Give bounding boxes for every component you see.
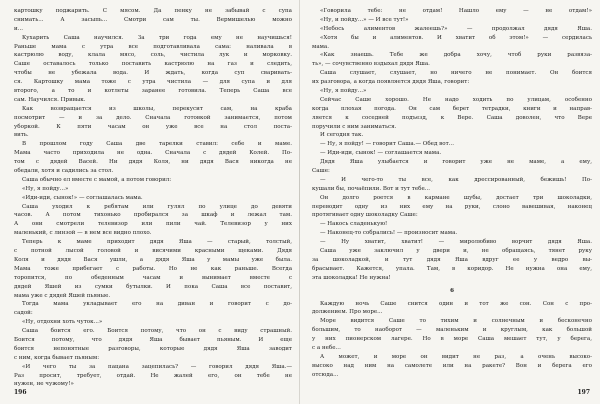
text-line: Саша обычно ел вместе с мамой, а потом говорил: (22, 176, 172, 183)
text-line: часов. А потом тихонько пробирался за шкаф и лежал там. (14, 212, 292, 219)
text-line: высоко над ним на самолете или на ракете? Вон и берега его (312, 362, 592, 369)
text-line: Мама часто приходила не одна. Сначала с дядей Колей. По- (14, 150, 292, 157)
text-line: «Говорила тебе: не отдам! Нашло ему — не отдам!» (320, 8, 592, 14)
text-line: у них пионерском лагере. Но в море Саша мешает тут, у берега, (312, 336, 592, 343)
text-line: должением. Про море... (312, 309, 383, 316)
text-line: том с дядей Васей. Ни дядя Коля, ни дядя Вася никогда не (14, 159, 292, 166)
text-line: «Ну, и пойду...» — И все тут!» (320, 16, 409, 23)
text-line: обедали, хотя и садились за стол. (14, 168, 114, 175)
text-line: с ним, когда бывает пьяным: (14, 354, 100, 361)
text-line: когда плохая погода. Он сам берет тетрадки, книги и направ- (312, 105, 592, 112)
text-line: Теперь к маме приходит дядя Яша — старый, толстый, (22, 239, 292, 246)
right-page (300, 0, 600, 404)
section-number: 6 (450, 287, 454, 294)
text-line: переводит одну из них ему на руки, слоно вавешивая, наконец (312, 203, 592, 210)
left-page-text (14, 7, 292, 389)
text-line: «Хотя бы и алиментов. И хватит об этом!» — сердилась (320, 34, 592, 41)
text-line: Раньше мама с утра все подготавливала сама: наливала в (14, 43, 292, 50)
text-line: ть», — сочувственно вздыхал дядя Яша. (312, 61, 430, 68)
text-line: сам. Научился. Привык. (14, 96, 86, 103)
text-line: В прошлом году Саша две тарелки ставил: себе и маме. (22, 141, 292, 148)
right-page-number: 197 (577, 389, 590, 396)
text-line: Мама тоже прибегает с работы. Но не как раньше. Всегда (14, 265, 292, 272)
text-line: Каждую ночь Саше снится один и тот же сон. Сон с про- (320, 300, 592, 307)
text-line: отсюда... (312, 371, 339, 378)
text-line: маленький, с линзой — в нем все видно плохо. (14, 230, 152, 237)
text-line: второго, а то и котлеты заранее готовила. Теперь Саша все (14, 88, 292, 95)
text-line: «Ну, отдохни хоть чуток...» (22, 319, 103, 326)
text-line: «Небось алиментов жалеешь?» — продолжал дядя Яша. (320, 25, 592, 32)
text-line: ся. Картошку мама тоже с утра чистила — для супа и для (14, 79, 292, 86)
text-line: «Ну, я пойду...» (22, 185, 69, 192)
text-line: протягивает одну шоколадку Саше: (312, 212, 418, 219)
text-line: вить. (14, 132, 29, 139)
text-line: с потной лысой головой и висячими красными щеками. Дядя (14, 248, 292, 255)
text-line: — Накось сладенькую! (320, 221, 388, 228)
text-line: «Иди-иди, сынок!» — соглашалась мама. (22, 194, 143, 201)
text-line: Саша уходил к ребятам или гулял по улице до девяти (22, 203, 292, 210)
text-line: А они смотрели телевизор или пили чай. Телевизор у них (14, 221, 292, 228)
text-line: «Как знаешь. Тебе же добра хочу, чтоб руки развяза- (320, 52, 592, 59)
text-line: большим, то наоборот — маленьким и круглым, как большой (312, 327, 592, 334)
text-line: — Наконец-то собрались! — произносит мама. (320, 230, 458, 237)
text-line: ляется к соседней подъезд, к Вере. Саша доволен, что Вере (312, 114, 592, 121)
text-line: Коля и дядя Вася ушли, а дядя Яша у мамы уже была. (14, 256, 292, 263)
right-page-text (312, 7, 592, 380)
text-line: с а небе... (312, 344, 341, 351)
text-line: — Ну, я пойду! — говорит Саша.— Обед вот... (320, 141, 454, 148)
text-line: торопится, по обеденным часам и вынимает вместе с (14, 274, 292, 281)
text-line: «И чего ты за пацана зацепилась? — говорил дядя Яша.— (22, 363, 292, 370)
text-line: Кухарить Саша научился. За три года ему не научишься! (22, 34, 292, 41)
text-line: И сегодня так. (320, 132, 364, 139)
text-line: Саша слушает, слушает, но ничего не понимает. Он боится (320, 70, 592, 77)
text-line: Боится потому, что дядя Яша бывает пьяным. И еще (14, 336, 292, 343)
text-line: Саше: (312, 168, 330, 175)
text-line: А может, и море он видит не раз, а очень высоко- (320, 353, 592, 360)
text-line: уборкой. К пяти часам он уже все на стол поста- (14, 123, 292, 130)
text-line: и... (14, 25, 23, 32)
text-line: дядей Яшей из сумки бутылки. И пока Саша все поставит, (14, 283, 292, 290)
text-line: Раз просит, требует, отдай. Не жалей его, он тебе не (14, 372, 292, 379)
text-line: чтобы не убежала вода. И ждать, когда суп сваривать- (14, 70, 292, 77)
text-line: Саша уже заключил у двери и, не обращаясь, тянет руку (320, 248, 592, 255)
text-line: Море видится Саше то тихим и солнечным и бесконечно (320, 318, 592, 325)
text-line: Он долго роется в кармане шубы, достает три шоколадки, (320, 194, 592, 201)
text-line: картошку поджарить. С мясом. Да пенку не забывай с супа (14, 8, 292, 14)
text-line: мама уже с дядей Яшей пьяные. (14, 292, 111, 299)
text-line: их разговора, а когда появляется дядя Яша, говорит: (312, 79, 470, 86)
text-line: Дядя Яша улыбается и говорит уже не маме, а ему, (320, 159, 592, 166)
text-line: Саша боится его. Боится потому, что он с виду страшный. (22, 328, 292, 335)
text-line: посмотрит — и за дело. Сначала готовкой занимается, потом (14, 114, 292, 121)
text-line: — Ну хватит, хватит! — миролюбиво ворчит дядя Яша. (320, 239, 592, 246)
text-line: нужен, не чужому!» (14, 381, 74, 388)
text-line: боится непонятные разговоры, которые дядя Яша заводит (14, 345, 292, 352)
text-line: Тогда мама укладывает его на диван и говорит с до- (22, 301, 292, 308)
left-page-number: 196 (14, 389, 27, 396)
text-line: Сейчас Саше хорошо. Не надо ходить по улицам, особенно (320, 96, 592, 103)
text-line: — И чего-то ты все, как дрессированный, бежишь! По- (320, 176, 592, 183)
text-line: Саше оставалось только поставить кастрюлю на газ и следить, (14, 61, 292, 68)
text-line: «Ну, я пойду...» (320, 88, 367, 95)
text-line: брасывает. Кажется, упала. Там, в коридор. Не нужна она ему, (312, 265, 592, 272)
text-line: кушали бы, почаёпили. Вот и тут тебе... (312, 185, 431, 192)
text-line: за шоколадкой, и тут дядя Яша вдруг ее у ведро вы- (312, 256, 592, 263)
text-line: садой: (14, 310, 33, 317)
text-line: мама. (312, 43, 330, 50)
text-line: эта шоколадка! Не нужна! (312, 274, 391, 281)
text-line: Как возвращается из школы, перекусит сам, на краба (22, 105, 292, 112)
text-line: поручили с ним заниматься. (312, 123, 397, 130)
text-line: снимать... А засыпь... Смотри сам ты. Вермишелью можно (14, 16, 292, 23)
text-line: — Иди-иди, сынок! — соглашается мама. (320, 150, 442, 157)
text-line: кастрюлю воду, клала мясо, соль, чистила лук и морковку. (14, 52, 292, 59)
